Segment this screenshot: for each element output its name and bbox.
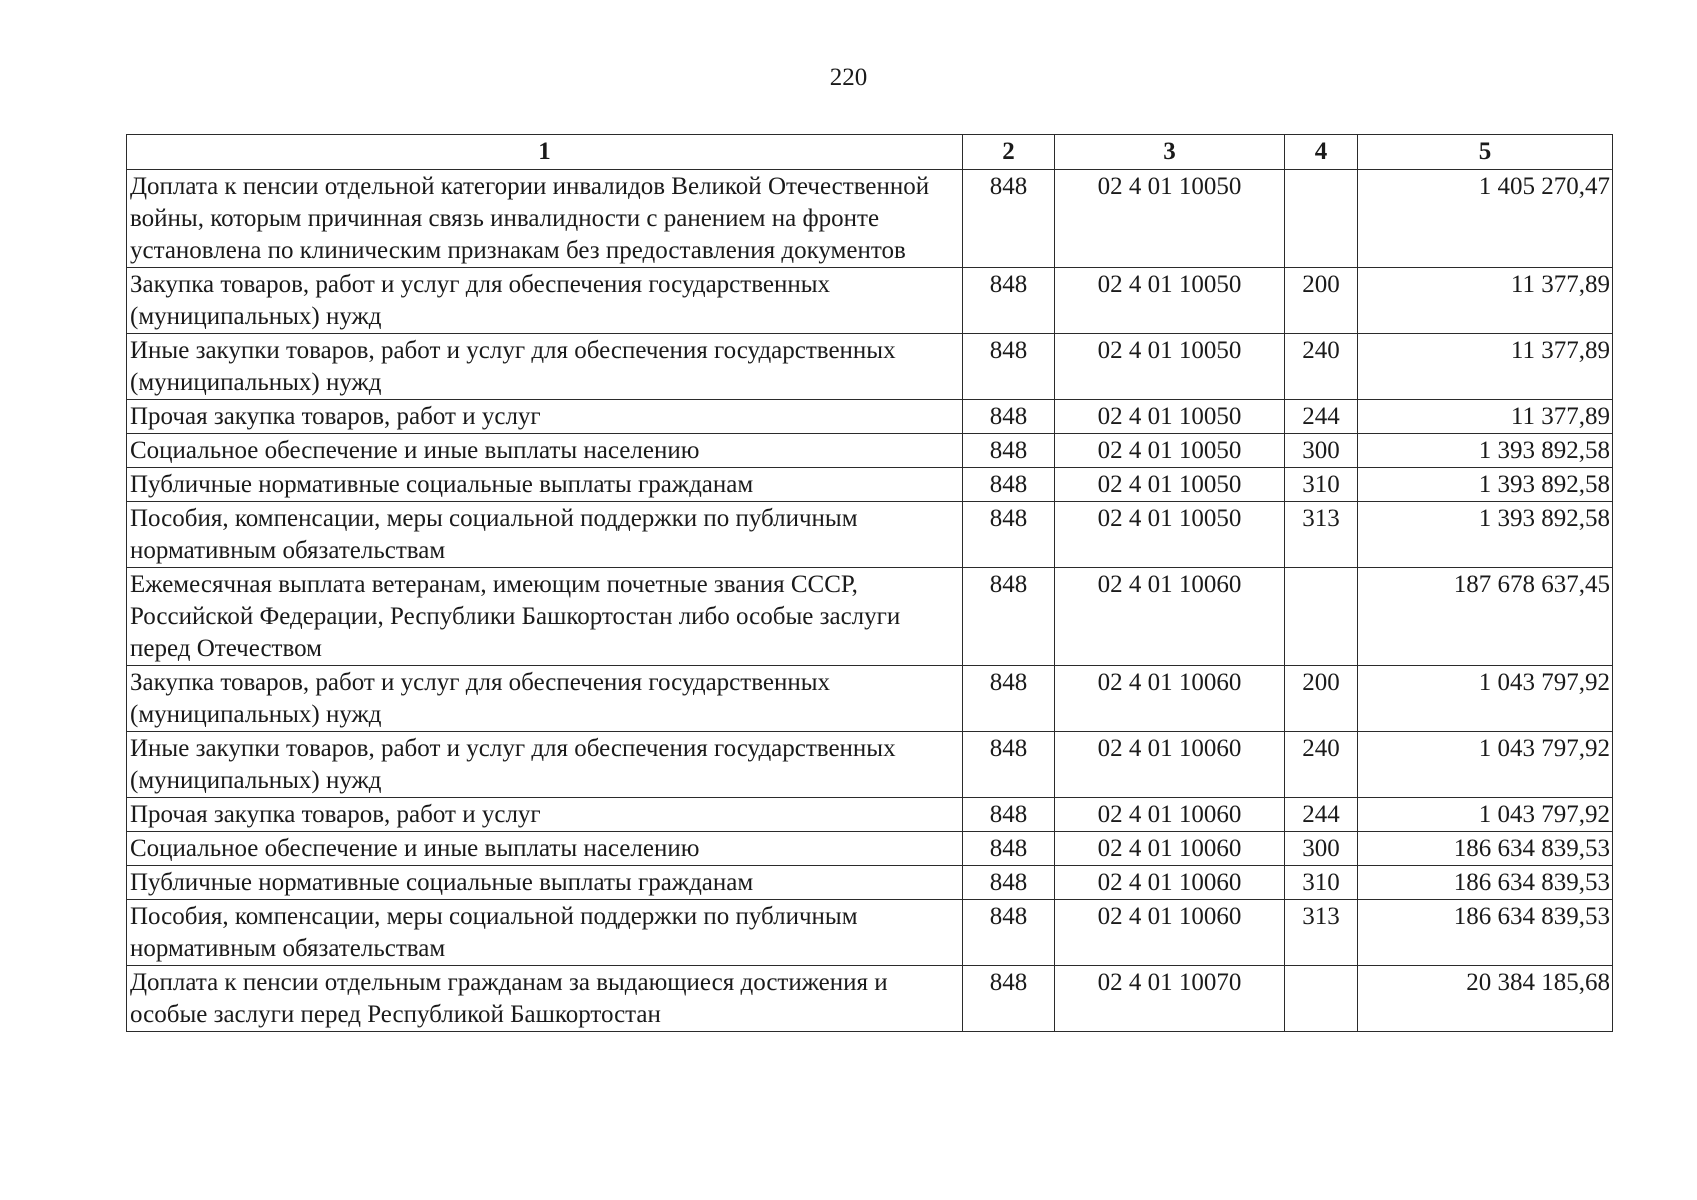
budget-table xyxy=(126,134,1613,1032)
row-sum: 1 393 892,58 xyxy=(1358,434,1613,468)
row-target-code: 02 4 01 10050 xyxy=(1055,502,1285,568)
table-row xyxy=(127,334,1613,400)
table-row xyxy=(127,900,1613,966)
table-row xyxy=(127,966,1613,1032)
row-sum: 187 678 637,45 xyxy=(1358,568,1613,666)
table-row xyxy=(127,268,1613,334)
table-row xyxy=(127,798,1613,832)
row-admin-code: 848 xyxy=(963,468,1055,502)
row-sum: 11 377,89 xyxy=(1358,268,1613,334)
row-name: Публичные нормативные социальные выплаты гражданам xyxy=(127,866,963,900)
row-name: Закупка товаров, работ и услуг для обеспечения государственных (муниципальных) нужд xyxy=(127,268,963,334)
row-expense-type: 313 xyxy=(1285,900,1358,966)
table-row xyxy=(127,434,1613,468)
row-admin-code: 848 xyxy=(963,170,1055,268)
table-row xyxy=(127,170,1613,268)
row-sum: 1 043 797,92 xyxy=(1358,666,1613,732)
row-sum: 1 393 892,58 xyxy=(1358,502,1613,568)
column-header-admin: 2 xyxy=(963,135,1055,170)
row-expense-type: 300 xyxy=(1285,832,1358,866)
column-header-kvr: 4 xyxy=(1285,135,1358,170)
row-target-code: 02 4 01 10050 xyxy=(1055,434,1285,468)
row-target-code: 02 4 01 10060 xyxy=(1055,866,1285,900)
row-sum: 1 043 797,92 xyxy=(1358,798,1613,832)
row-target-code: 02 4 01 10070 xyxy=(1055,966,1285,1032)
table-row xyxy=(127,468,1613,502)
row-name: Социальное обеспечение и иные выплаты населению xyxy=(127,832,963,866)
row-expense-type: 244 xyxy=(1285,400,1358,434)
row-sum: 1 393 892,58 xyxy=(1358,468,1613,502)
row-sum: 11 377,89 xyxy=(1358,400,1613,434)
row-target-code: 02 4 01 10060 xyxy=(1055,900,1285,966)
row-target-code: 02 4 01 10050 xyxy=(1055,334,1285,400)
row-name: Доплата к пенсии отдельной категории инвалидов Великой Отечественной войны, которым причинная связь инвалидности с ранением на фронте установлена по клиническим признакам без предоставления документов xyxy=(127,170,963,268)
row-expense-type xyxy=(1285,966,1358,1032)
column-header-sum: 5 xyxy=(1358,135,1613,170)
row-name: Пособия, компенсации, меры социальной поддержки по публичным нормативным обязательствам xyxy=(127,900,963,966)
row-name: Доплата к пенсии отдельным гражданам за выдающиеся достижения и особые заслуги перед Республикой Башкортостан xyxy=(127,966,963,1032)
row-name: Прочая закупка товаров, работ и услуг xyxy=(127,400,963,434)
column-header-kcsr: 3 xyxy=(1055,135,1285,170)
table-row xyxy=(127,832,1613,866)
row-target-code: 02 4 01 10060 xyxy=(1055,732,1285,798)
row-name: Публичные нормативные социальные выплаты гражданам xyxy=(127,468,963,502)
row-name: Пособия, компенсации, меры социальной поддержки по публичным нормативным обязательствам xyxy=(127,502,963,568)
row-name: Ежемесячная выплата ветеранам, имеющим почетные звания СССР, Российской Федерации, Республики Башкортостан либо особые заслуги перед Отечеством xyxy=(127,568,963,666)
table-row xyxy=(127,568,1613,666)
row-sum: 1 405 270,47 xyxy=(1358,170,1613,268)
row-admin-code: 848 xyxy=(963,966,1055,1032)
row-sum: 186 634 839,53 xyxy=(1358,866,1613,900)
row-expense-type: 310 xyxy=(1285,866,1358,900)
row-target-code: 02 4 01 10050 xyxy=(1055,400,1285,434)
row-target-code: 02 4 01 10060 xyxy=(1055,568,1285,666)
row-sum: 186 634 839,53 xyxy=(1358,832,1613,866)
row-admin-code: 848 xyxy=(963,434,1055,468)
row-expense-type: 310 xyxy=(1285,468,1358,502)
row-admin-code: 848 xyxy=(963,900,1055,966)
row-admin-code: 848 xyxy=(963,268,1055,334)
row-sum: 20 384 185,68 xyxy=(1358,966,1613,1032)
row-admin-code: 848 xyxy=(963,568,1055,666)
row-target-code: 02 4 01 10050 xyxy=(1055,170,1285,268)
row-admin-code: 848 xyxy=(963,798,1055,832)
row-admin-code: 848 xyxy=(963,334,1055,400)
row-name: Закупка товаров, работ и услуг для обеспечения государственных (муниципальных) нужд xyxy=(127,666,963,732)
row-admin-code: 848 xyxy=(963,732,1055,798)
row-admin-code: 848 xyxy=(963,400,1055,434)
table-header-row xyxy=(127,135,1613,170)
row-expense-type: 240 xyxy=(1285,732,1358,798)
row-admin-code: 848 xyxy=(963,502,1055,568)
row-sum: 186 634 839,53 xyxy=(1358,900,1613,966)
row-expense-type: 244 xyxy=(1285,798,1358,832)
row-target-code: 02 4 01 10060 xyxy=(1055,666,1285,732)
row-admin-code: 848 xyxy=(963,832,1055,866)
table-row xyxy=(127,666,1613,732)
row-target-code: 02 4 01 10060 xyxy=(1055,798,1285,832)
row-admin-code: 848 xyxy=(963,666,1055,732)
row-expense-type: 240 xyxy=(1285,334,1358,400)
table-row xyxy=(127,400,1613,434)
row-name: Иные закупки товаров, работ и услуг для обеспечения государственных (муниципальных) нужд xyxy=(127,334,963,400)
row-expense-type: 313 xyxy=(1285,502,1358,568)
row-expense-type: 200 xyxy=(1285,666,1358,732)
row-name: Прочая закупка товаров, работ и услуг xyxy=(127,798,963,832)
row-sum: 1 043 797,92 xyxy=(1358,732,1613,798)
row-sum: 11 377,89 xyxy=(1358,334,1613,400)
row-expense-type xyxy=(1285,568,1358,666)
page-number: 220 xyxy=(829,64,868,91)
table-row xyxy=(127,732,1613,798)
column-header-name: 1 xyxy=(127,135,963,170)
row-target-code: 02 4 01 10060 xyxy=(1055,832,1285,866)
row-expense-type: 200 xyxy=(1285,268,1358,334)
row-target-code: 02 4 01 10050 xyxy=(1055,468,1285,502)
row-name: Иные закупки товаров, работ и услуг для обеспечения государственных (муниципальных) нужд xyxy=(127,732,963,798)
row-expense-type xyxy=(1285,170,1358,268)
row-admin-code: 848 xyxy=(963,866,1055,900)
table-row xyxy=(127,502,1613,568)
row-expense-type: 300 xyxy=(1285,434,1358,468)
row-target-code: 02 4 01 10050 xyxy=(1055,268,1285,334)
row-name: Социальное обеспечение и иные выплаты населению xyxy=(127,434,963,468)
table-row xyxy=(127,866,1613,900)
